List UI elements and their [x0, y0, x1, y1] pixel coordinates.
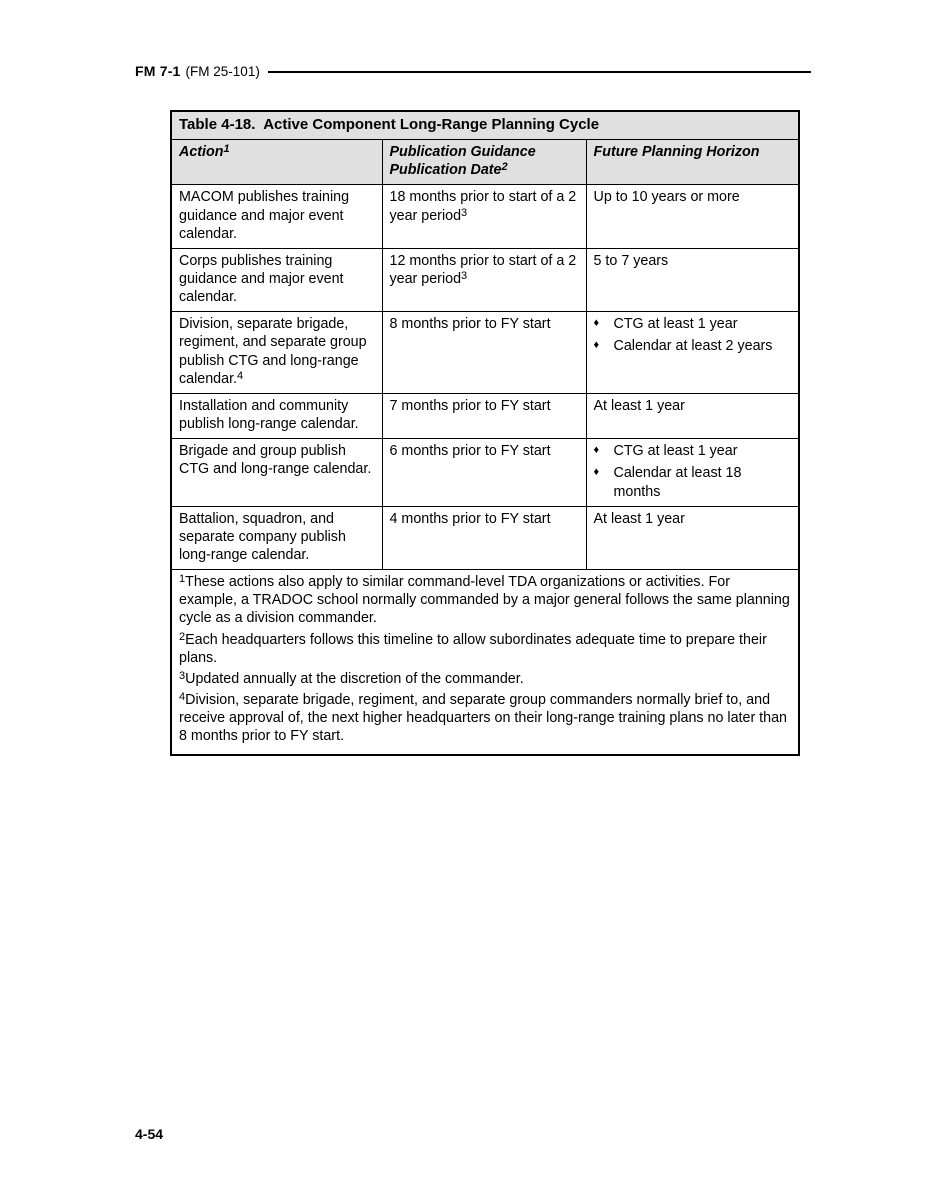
publication-date-cell: 4 months prior to FY start: [382, 506, 586, 569]
horizon-cell: [586, 312, 799, 394]
horizon-cell: Up to 10 years or more: [586, 185, 799, 248]
publication-date-cell: 8 months prior to FY start: [382, 312, 586, 394]
publication-date-cell: 18 months prior to start of a 2 year period$^3$: [382, 185, 586, 248]
diamond-bullet-icon: ♦: [593, 317, 600, 330]
action-header-footnote-marker: 1: [223, 143, 230, 156]
action-cell: MACOM publishes training guidance and major event calendar.: [171, 185, 382, 248]
action-cell: Division, separate brigade, regiment, and separate group publish CTG and long-range calendar.$^4$: [171, 312, 382, 394]
table-row: [171, 185, 799, 248]
diamond-bullet-icon: ♦: [593, 466, 600, 479]
doc-number: FM 7-1: [135, 63, 181, 79]
footnote-number: 2: [179, 630, 186, 643]
horizon-bullet-item: [594, 464, 792, 500]
publication-date-cell: 6 months prior to FY start: [382, 439, 586, 506]
planning-cycle-table: [170, 110, 800, 756]
table-row: [171, 248, 799, 311]
horizon-bullet-text: Calendar at least 18 months: [613, 465, 742, 500]
footnote-number: 4: [179, 691, 186, 704]
publication-date-cell: 12 months prior to start of a 2 year period$^3$: [382, 248, 586, 311]
action-cell: Battalion, squadron, and separate company publish long-range calendar.: [171, 506, 382, 569]
table-title: Table 4-18. Active Component Long-Range Planning Cycle: [171, 111, 799, 140]
planning-cycle-table-wrap: [170, 110, 798, 756]
table-body: [171, 185, 799, 570]
horizon-bullet-item: [594, 315, 792, 333]
diamond-bullet-icon: ♦: [593, 339, 600, 352]
footnote: $^1$These actions also apply to similar command-level TDA organizations or activities. For example, a TRADOC school normally commanded by a major general follows the same planning cycle as a division commander.: [179, 573, 790, 627]
footnote-marker: 4: [237, 369, 244, 382]
horizon-bullet-text: Calendar at least 2 years: [613, 338, 773, 355]
footnote: $^3$Updated annually at the discretion of the commander.: [179, 669, 524, 687]
footnote-marker: 3: [461, 269, 468, 282]
horizon-bullet-text: CTG at least 1 year: [613, 443, 738, 460]
footnote-marker: 3: [461, 206, 468, 219]
action-cell: Brigade and group publish CTG and long-range calendar.: [171, 439, 382, 506]
diamond-bullet-icon: ♦: [593, 444, 600, 457]
publication-date-cell: 7 months prior to FY start: [382, 393, 586, 438]
header-rule: [268, 71, 811, 73]
horizon-cell: 5 to 7 years: [586, 248, 799, 311]
table-row: [171, 506, 799, 569]
page-number: 4-54: [135, 1126, 164, 1142]
horizon-bullet-item: [594, 442, 792, 460]
footnote-number: 3: [179, 669, 186, 682]
action-cell: Corps publishes training guidance and major event calendar.: [171, 248, 382, 311]
doc-reference: (FM 25-101): [185, 63, 260, 79]
table-row: [171, 393, 799, 438]
table-row: [171, 439, 799, 506]
horizon-bullet-item: [594, 337, 792, 355]
running-head: [135, 63, 811, 79]
table-title-row: [171, 111, 799, 140]
action-cell: Installation and community publish long-range calendar.: [171, 393, 382, 438]
publication-column-header: Publication Guidance Publication Date$^2$: [382, 140, 586, 185]
publication-header-footnote-marker: 2: [501, 161, 508, 174]
horizon-bullet-text: CTG at least 1 year: [613, 316, 738, 333]
horizon-cell: At least 1 year: [586, 393, 799, 438]
footnote: $^2$Each headquarters follows this timeline to allow subordinates adequate time to prepare their plans.: [179, 630, 767, 666]
horizon-cell: At least 1 year: [586, 506, 799, 569]
horizon-cell: [586, 439, 799, 506]
horizon-column-header: Future Planning Horizon: [586, 140, 799, 185]
footnote: $^4$Division, separate brigade, regiment, and separate group commanders normally brief to, and receive approval of, the next higher headquarters on their long-range training plans no later than 8 months prior to FY start.: [179, 691, 788, 745]
footnotes-row: [171, 570, 799, 755]
table-header-row: [171, 140, 799, 185]
table-row: [171, 312, 799, 394]
footnote-number: 1: [179, 573, 186, 586]
footnotes-section: [171, 570, 799, 755]
action-column-header: Action$^1$: [171, 140, 382, 185]
